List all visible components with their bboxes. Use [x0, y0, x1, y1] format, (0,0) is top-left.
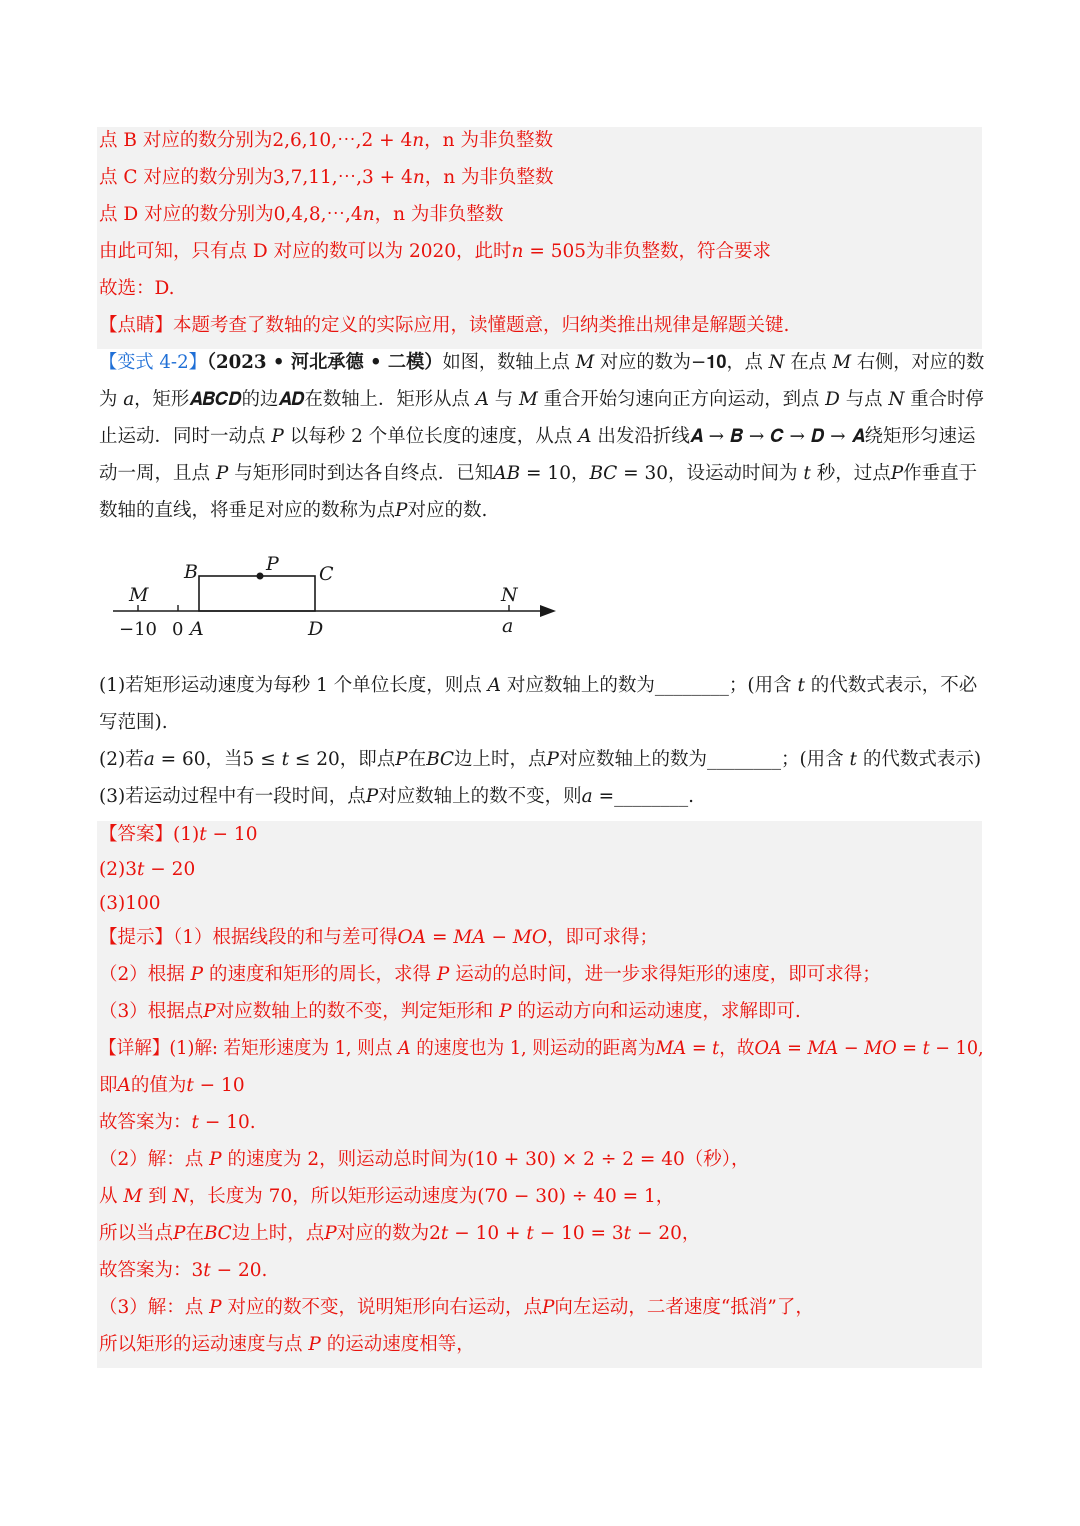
answer-2: (2)3𝑡 − 20: [99, 859, 196, 880]
question-3: (3)若运动过程中有一段时间，点𝑃对应数轴上的数不变，则𝑎 =________.: [99, 786, 694, 807]
number-line-figure: [108, 550, 568, 650]
variant-tag: 【变式 4-2】: [99, 352, 207, 373]
dianjing-tag: 【点睛】: [99, 315, 174, 336]
detail-9: 所以矩形的运动速度与点 𝑃 的运动速度相等，: [99, 1334, 475, 1355]
solution-line-b: 点 B 对应的数分别为2,6,10,⋯,2 + 4𝑛，n 为非负整数: [99, 130, 553, 151]
detail-line-1: [99, 1036, 984, 1062]
detail-4: （2）解：点 𝑃 的速度为 2，则运动总时间为(10 + 30) × 2 ÷ 2 = 40（秒），: [99, 1149, 750, 1170]
solution-line-d: 点 D 对应的数分别为0,4,8,⋯,4𝑛，n 为非负整数: [99, 204, 504, 225]
detail-5: 从 𝑀 到 𝑁，长度为 70，所以矩形运动速度为(70 − 30) ÷ 40 = 1，: [99, 1186, 675, 1207]
point-p-dot: [257, 573, 264, 580]
label-zero: 0: [172, 619, 184, 640]
dianjing-line: [99, 313, 789, 339]
problem-line-1: 如图，数轴上点 𝑀 对应的数为−𝟏𝟎，点 𝑁 在点 𝑀 右侧，对应的数: [442, 352, 985, 373]
answer-tag: 【答案】: [99, 824, 174, 845]
problem-line-4: 动一周，且点 𝑃 与矩形同时到达各自终点．已知𝐴𝐵 = 10，𝐵𝐶 = 30，设运动时间为 𝑡 秒，过点𝑃作垂直于: [99, 463, 978, 484]
rectangle-abcd: [199, 576, 315, 611]
hint-line-1: [99, 925, 658, 951]
label-b: B: [184, 561, 198, 583]
question-2: (2)若𝑎 = 60，当5 ≤ 𝑡 ≤ 20，即点𝑃在𝐵𝐶边上时，点𝑃对应数轴上的数为________；(用含 𝑡 的代数式表示): [99, 749, 982, 770]
solution-choice: 故选：D.: [99, 278, 175, 299]
axis-arrow-icon: [540, 605, 556, 617]
problem-source: （2023 • 河北承德 • 二模）: [206, 352, 443, 373]
label-m: M: [129, 584, 149, 606]
label-c: C: [319, 563, 334, 585]
detail-3: 故答案为：𝑡 − 10.: [99, 1112, 256, 1133]
detail-tag: 【详解】: [99, 1038, 170, 1059]
hint-2: （2）根据 𝑃 的速度和矩形的周长，求得 𝑃 运动的总时间，进一步求得矩形的速度，即可求得；: [99, 964, 881, 985]
label-minus10: −10: [119, 619, 157, 640]
detail-2: 即𝐴的值为𝑡 − 10: [99, 1075, 245, 1096]
detail-6: 所以当点𝑃在𝐵𝐶边上时，点𝑃对应的数为2𝑡 − 10 + 𝑡 − 10 = 3𝑡 − 20，: [99, 1223, 701, 1244]
problem-line-5: 数轴的直线，将垂足对应的数称为点𝑃对应的数.: [99, 500, 488, 521]
problem-line-3: 止运动．同时一动点 𝑃 以每秒 2 个单位长度的速度，从点 𝐴 出发沿折线𝑨 → 𝑩 → 𝑪 → 𝑫 → 𝑨绕矩形匀速运: [99, 426, 976, 447]
hint-tag: 【提示】: [99, 927, 174, 948]
label-p: P: [266, 553, 279, 575]
label-a-value: a: [502, 615, 514, 637]
detail-1: (1)解: 若矩形速度为 1, 则点 𝐴 的速度也为 1, 则运动的距离为𝑀𝐴 = 𝑡，故𝑂𝐴 = 𝑀𝐴 − 𝑀𝑂 = 𝑡 − 10,: [169, 1038, 984, 1059]
problem-heading: [99, 350, 984, 376]
solution-conclusion: 由此可知，只有点 D 对应的数可以为 2020，此时𝑛 = 505为非负整数，符合要求: [99, 241, 772, 262]
answer-line-1: [99, 822, 257, 848]
dianjing-text: 本题考查了数轴的定义的实际应用，读懂题意，归纳类推出规律是解题关键.: [173, 315, 790, 336]
detail-7: 故答案为：3𝑡 − 20.: [99, 1260, 268, 1281]
answer-3: (3)100: [99, 893, 161, 914]
answer-1: (1)𝑡 − 10: [173, 824, 258, 845]
solution-line-c: 点 C 对应的数分别为3,7,11,⋯,3 + 4𝑛，n 为非负整数: [99, 167, 554, 188]
label-d: D: [308, 618, 324, 640]
hint-1: （1）根据线段的和与差可得𝑂𝐴 = 𝑀𝐴 − 𝑀𝑂，即可求得；: [173, 927, 659, 948]
question-1: (1)若矩形运动速度为每秒 1 个单位长度，则点 𝐴 对应数轴上的数为________；(用含 𝑡 的代数式表示，不必: [99, 675, 978, 696]
label-n: N: [501, 584, 518, 606]
question-1-cont: 写范围).: [99, 712, 168, 733]
label-a-point: A: [190, 618, 204, 640]
problem-line-2: 为 𝑎，矩形𝑨𝑩𝑪𝑫的边𝑨𝑫在数轴上．矩形从点 𝐴 与 𝑀 重合开始匀速向正方向运动，到点 𝐷 与点 𝑁 重合时停: [99, 389, 984, 410]
detail-8: （3）解：点 𝑃 对应的数不变，说明矩形向右运动，点𝑃向左运动，二者速度“抵消”了，: [99, 1297, 814, 1318]
hint-3: （3）根据点𝑃对应数轴上的数不变，判定矩形和 𝑃 的运动方向和运动速度，求解即可.: [99, 1001, 801, 1022]
